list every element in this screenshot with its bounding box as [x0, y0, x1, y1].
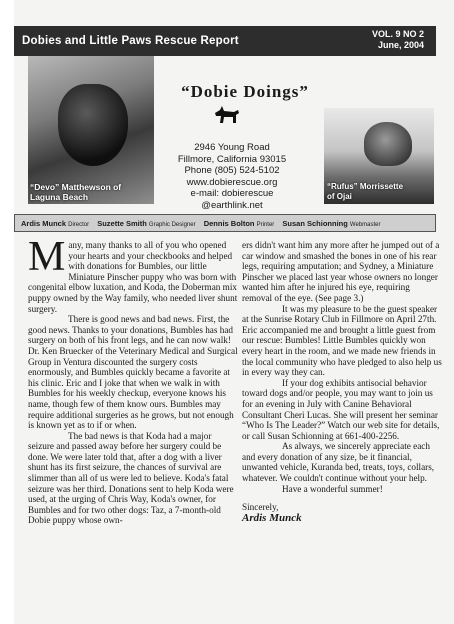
photo-rufus	[324, 108, 434, 204]
dog-silhouette-icon	[212, 104, 242, 126]
photo-devo	[28, 56, 154, 204]
staff-name: Ardis Munck	[21, 219, 67, 228]
article-paragraph: If your dog exhibits antisocial behavior toward dogs and/or people, you may want to join us for an evening in July with Canine Behavioral Consultant Cheri Lucas. She will present her seminar “Who Is The Leader?” Watch our web site for details, or call Susan Schionning at 661-400-2256.	[242, 377, 440, 441]
newsletter-title: Dobies and Little Paws Rescue Report	[22, 35, 239, 47]
signature: Ardis Munck	[242, 511, 302, 524]
issue-date: June, 2004	[377, 40, 424, 50]
email-line-2[interactable]: @earthlink.net	[201, 199, 263, 211]
caption-line: of Ojai	[327, 192, 352, 201]
caption-line: “Rufus” Morrissette	[327, 182, 404, 191]
issue-info	[372, 29, 424, 51]
article-paragraph: ers didn't want him any more after he jumped out of a car window and smashed the bones in one of his rear legs, requiring amputation; and Sydney, a Miniature Pinscher we placed last year whose owners no longer wanted him after he injured his eye, requiring removal of the eye. (See page 3.)	[242, 240, 440, 303]
masthead-logo: “Dobie Doings”	[181, 82, 309, 101]
staff-role: Director	[68, 222, 90, 228]
volume-number: VOL. 9 NO 2	[371, 29, 424, 39]
website-link[interactable]: www.dobierescue.org	[186, 176, 278, 188]
staff-role: Webmaster	[349, 222, 381, 228]
email-line-1[interactable]: e-mail: dobierescue	[190, 188, 274, 199]
phone-number: Phone (805) 524-5102	[184, 165, 280, 176]
article-paragraph: It was my pleasure to be the guest speaker at the Sunrise Rotary Club in Fillmore on April 27th. Eric accompanied me and brought a little guest from our rescue: Bumbles! Little Bumbles quickly won every heart in the room, and we made new friends in the local community who have pledged to also help us in every way they can.	[242, 303, 442, 378]
page-margin	[0, 0, 14, 624]
staff-name: Susan Schionning	[282, 219, 348, 228]
article-paragraph: There is good news and bad news. First, the good news. Thanks to your donations, Bumbles has had surgery on both of his front legs, and he can now walk! Dr. Ken Bruecker of the Veterinary Medical and Surgical Group in Ventura discounted the surgery costs enormously, and Bumbles quickly became a favorite at his clinic. Eric and I joke that when we walk in with Bumbles for his weekly checkup, everyone knows his name, though few of them know ours. Bumbles may require additional surgeries as he grows, but not enough is known yet as to if or when.	[28, 314, 238, 431]
staff-name: Suzette Smith	[97, 219, 147, 228]
photo-caption-left	[30, 182, 121, 202]
drop-cap: M	[28, 234, 66, 280]
caption-line: “Devo” Matthewson of	[30, 182, 122, 192]
article-paragraph	[28, 234, 238, 314]
article-paragraph: Have a wonderful summer!	[282, 483, 383, 494]
staff-role: Graphic Designer	[148, 222, 196, 228]
staff-name: Dennis Bolton	[203, 219, 255, 228]
photo-caption-right	[327, 182, 403, 202]
dog-photo-icon	[364, 122, 412, 166]
city-address: Fillmore, California 93015	[177, 153, 287, 165]
header-banner	[14, 26, 436, 56]
article-paragraph: As always, we sincerely appreciate each and every donation of any size, be it financial, unwanted vehicle, Kuranda bed, treats, toys, collars, whatever. We couldn't continue without your help.	[242, 441, 435, 484]
article-column-right	[242, 240, 442, 523]
closing-line: Sincerely,	[242, 502, 279, 513]
staff-role: Printer	[256, 222, 275, 228]
caption-line: Laguna Beach	[30, 192, 89, 202]
staff-credits	[14, 214, 436, 232]
paragraph-text: any, many thanks to all of you who opened your hearts and your checkbooks and helped with donations for Bumbles, our little Miniature Pinscher puppy who was born with congenital elbow luxation, and Koda, the Doberman mix puppy owned by the Way family, who needed liver shunt surgery.	[28, 240, 238, 314]
dog-photo-icon	[58, 84, 128, 166]
article-column-left	[28, 234, 238, 526]
article-paragraph: The bad news is that Koda had a major seizure and passed away before her surgery could be done. We were later told that, after a dog with a liver shunt has its first seizure, the chances of survival are slimmer than all of us were led to believe. Koda's fatal seizure was her third. Donations sent to help Koda were used, at the urging of Chris Way, Koda's owner, for Bumbles and for two other dogs: Taz, a 7-month-old Dobie puppy whose own-	[28, 430, 234, 526]
contact-info	[152, 142, 312, 211]
street-address: 2946 Young Road	[194, 142, 270, 153]
